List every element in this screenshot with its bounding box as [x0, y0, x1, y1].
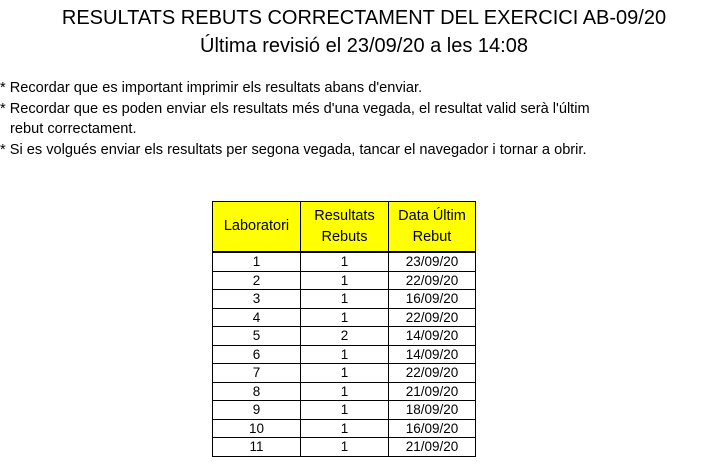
cell-data-ultim-rebut: 14/09/20: [389, 327, 476, 346]
cell-resultats-rebuts: 1: [301, 345, 389, 364]
table-row: [213, 290, 476, 309]
table-row: [213, 438, 476, 457]
header-data-ultim-label: Data Últim: [398, 207, 466, 224]
cell-resultats-rebuts: 1: [301, 382, 389, 401]
page-title: RESULTATS REBUTS CORRECTAMENT DEL EXERCICI AB-09/20: [61, 7, 667, 29]
table-header-row: [213, 202, 476, 253]
cell-resultats-rebuts: 1: [301, 290, 389, 309]
cell-laboratori: 1: [213, 252, 301, 271]
header-laboratori: [213, 202, 301, 253]
header-laboratori-label: Laboratori: [223, 218, 290, 234]
cell-resultats-rebuts: 2: [301, 327, 389, 346]
cell-laboratori: 6: [213, 345, 301, 364]
cell-data-ultim-rebut: 16/09/20: [389, 290, 476, 309]
cell-data-ultim-rebut: 23/09/20: [389, 252, 476, 271]
cell-laboratori: 2: [213, 271, 301, 290]
header-rebuts-label: Rebuts: [321, 228, 368, 245]
cell-resultats-rebuts: 1: [301, 364, 389, 383]
notes-section: [0, 78, 728, 160]
table-row: [213, 419, 476, 438]
cell-data-ultim-rebut: 21/09/20: [389, 382, 476, 401]
header-resultats-label: Resultats: [314, 207, 375, 224]
cell-laboratori: 4: [213, 308, 301, 327]
cell-laboratori: 3: [213, 290, 301, 309]
cell-laboratori: 5: [213, 327, 301, 346]
cell-resultats-rebuts: 1: [301, 252, 389, 271]
table-row: [213, 308, 476, 327]
results-table: [212, 201, 476, 457]
table-row: [213, 271, 476, 290]
cell-data-ultim-rebut: 22/09/20: [389, 364, 476, 383]
table-row: [213, 345, 476, 364]
cell-data-ultim-rebut: 14/09/20: [389, 345, 476, 364]
table-row: [213, 382, 476, 401]
table-row: [213, 364, 476, 383]
last-revision-subtitle: Última revisió el 23/09/20 a les 14:08: [200, 35, 528, 57]
cell-resultats-rebuts: 1: [301, 401, 389, 420]
cell-data-ultim-rebut: 22/09/20: [389, 271, 476, 290]
table-row: [213, 327, 476, 346]
header-data-ultim-rebut: [389, 202, 476, 253]
note-browser-restart: * Si es volgués enviar els resultats per segona vegada, tancar el navegador i tornar a obrir.: [0, 141, 587, 158]
cell-data-ultim-rebut: 18/09/20: [389, 401, 476, 420]
cell-resultats-rebuts: 1: [301, 419, 389, 438]
cell-laboratori: 7: [213, 364, 301, 383]
cell-data-ultim-rebut: 21/09/20: [389, 438, 476, 457]
cell-resultats-rebuts: 1: [301, 438, 389, 457]
header-resultats-rebuts: [301, 202, 389, 253]
cell-resultats-rebuts: 1: [301, 308, 389, 327]
cell-laboratori: 8: [213, 382, 301, 401]
table-row: [213, 252, 476, 271]
note-resend-reminder-continued: rebut correctament.: [10, 121, 137, 137]
results-table-body: [213, 252, 476, 456]
header-rebut-label: Rebut: [412, 228, 452, 245]
note-print-reminder: * Recordar que es important imprimir els resultats abans d'enviar.: [0, 80, 423, 96]
cell-data-ultim-rebut: 16/09/20: [389, 419, 476, 438]
note-resend-reminder: * Recordar que es poden enviar els resultats més d'una vegada, el resultat valid serà l'últim: [0, 100, 590, 117]
table-row: [213, 401, 476, 420]
cell-laboratori: 10: [213, 419, 301, 438]
cell-laboratori: 9: [213, 401, 301, 420]
cell-laboratori: 11: [213, 438, 301, 457]
cell-data-ultim-rebut: 22/09/20: [389, 308, 476, 327]
cell-resultats-rebuts: 1: [301, 271, 389, 290]
